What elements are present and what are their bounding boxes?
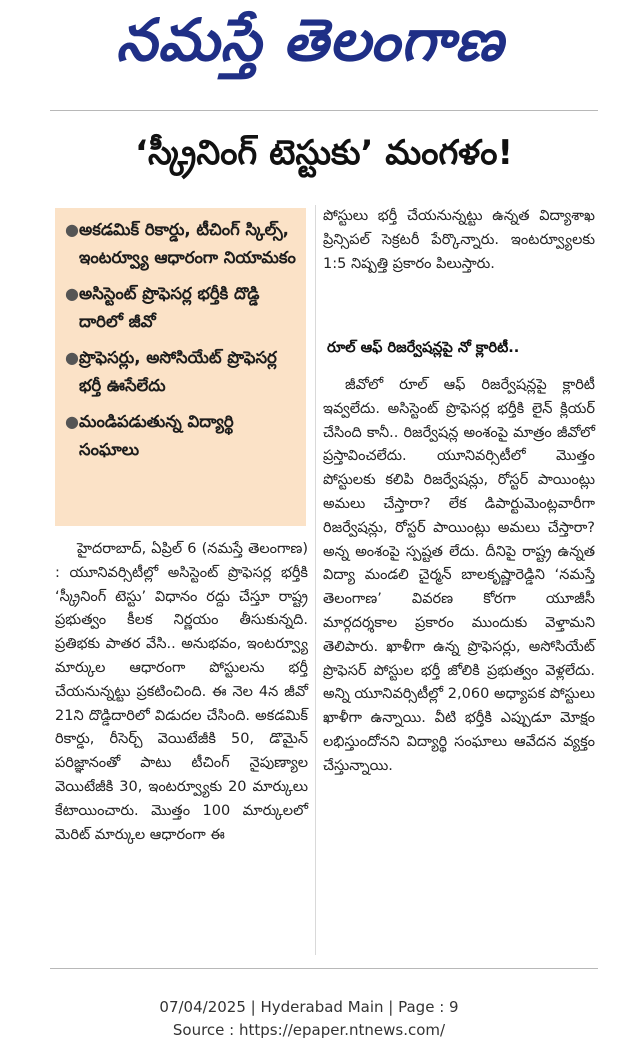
bullet-icon: ● bbox=[65, 348, 79, 367]
bullet-icon: ● bbox=[65, 220, 79, 239]
bullet-icon: ● bbox=[65, 412, 79, 431]
column-divider bbox=[315, 205, 316, 955]
footer-dateline: 07/04/2025 | Hyderabad Main | Page : 9 bbox=[159, 998, 459, 1016]
footer-divider bbox=[50, 968, 598, 969]
highlight-item bbox=[65, 344, 298, 400]
article-subheading: రూల్ ఆఫ్ రిజర్వేషన్లపై నో క్లారిటీ.. bbox=[327, 340, 520, 356]
highlight-item bbox=[65, 408, 298, 464]
bullet-icon: ● bbox=[65, 284, 79, 303]
highlight-text: ప్రొఫెసర్లు, అసోసియేట్ ప్రొఫెసర్ల భర్తీ ఊసేలేదు bbox=[79, 348, 277, 395]
body-paragraph: పోస్టులు భర్తీ చేయనున్నట్టు ఉన్నత విద్యాశాఖ ప్రిన్సిపల్ సెక్రటరీ పేర్కొన్నారు. ఇంటర్వ్యూలకు 1:5 నిష్పత్తి ప్రకారం పిలుస్తారు. bbox=[323, 208, 595, 272]
highlight-text: మండిపడుతున్న విద్యార్థి సంఘాలు bbox=[79, 412, 234, 459]
article-body-right-top bbox=[323, 205, 595, 276]
body-paragraph: హైదరాబాద్, ఏప్రిల్ 6 (నమస్తే తెలంగాణ) : యూనివర్సిటీల్లో అసిస్టెంట్ ప్రొఫెసర్ల భర్తీకి ‘స్క్రీనింగ్ టెస్టు’ విధానం రద్దు చేస్తూ రాష్ట్ర ప్రభుత్వం కీలక నిర్ణయం తీసుకున్నది. ప్రతిభకు పాతర వేసి.. అనుభవం, ఇంటర్వ్యూ మార్కుల ఆధారంగా పోస్టులను భర్తీ చేయనున్నట్టు ప్రకటించింది. ఈ నెల 4న జీవో 21ని దొడ్డిదారిలో విడుదల చేసింది. అకడమిక్ రికార్డు, రీసెర్చ్ వెయిటేజీకి 50, డొమైన్ పరిజ్ఞానంతో పాటు టీచింగ్ నైపుణ్యాల వెయిటేజీకి 30, ఇంటర్వ్యూకు 20 మార్కులు కేటాయించారు. మొత్తం 100 మార్కులలో మెరిట్ మార్కుల ఆధారంగా ఈ bbox=[55, 541, 308, 843]
footer-source: Source : https://epaper.ntnews.com/ bbox=[172, 1021, 446, 1039]
highlight-item bbox=[65, 280, 298, 336]
article-body-right-bottom bbox=[323, 374, 595, 779]
highlight-text: అసిస్టెంట్ ప్రొఫెసర్ల భర్తీకి దొడ్డి దారిలో జీవో bbox=[79, 284, 260, 331]
masthead-divider bbox=[50, 110, 598, 111]
highlight-text: అకడమిక్ రికార్డు, టీచింగ్ స్కిల్స్, ఇంటర్వ్యూ ఆధారంగా నియామకం bbox=[79, 220, 296, 267]
highlights-box bbox=[55, 208, 306, 526]
article-body-left bbox=[55, 538, 308, 847]
article-headline: ‘స్క్రీనింగ్ టెస్టుకు’ మంగళం! bbox=[135, 133, 513, 173]
body-paragraph: జీవోలో రూల్ ఆఫ్ రిజర్వేషన్లపై క్లారిటీ ఇవ్వలేదు. అసిస్టెంట్ ప్రొఫెసర్ల భర్తీకి లైన్ క్లియర్ చేసింది కానీ.. రిజర్వేషన్ల అంశంపై మాత్రం జీవోలో ప్రస్తావించలేదు. యూనివర్సిటీలో మొత్తం పోస్టులకు కలిపి రిజర్వేషన్లు, రోస్టర్ పాయింట్లు అమలు చేస్తారా? లేక డిపార్టుమెంట్లవారీగా రిజర్వేషన్లు, రోస్టర్ పాయింట్లు అమలు చేస్తారా? అన్న అంశంపై స్పష్టత లేదు. దీనిపై రాష్ట్ర ఉన్నత విద్యా మండలి చైర్మన్ బాలకృష్ణారెడ్డిని ‘నమస్తే తెలంగాణ’ వివరణ కోరగా యూజీసీ మార్గదర్శకాల ప్రకారం ముందుకు వెళ్తామని తెలిపారు. ఖాళీగా ఉన్న ప్రొఫెసర్లు, అసోసియేట్ ప్రొఫెసర్ పోస్టుల భర్తీ జోలికి ప్రభుత్వం వెళ్లలేదు. అన్ని యూనివర్సిటీల్లో 2,060 అధ్యాపక పోస్టులు ఖాళీగా ఉన్నాయి. వీటి భర్తీకి ఎప్పుడూ మోక్షం లభిస్తుందోనని విద్యార్థి సంఘాలు ఆవేదన వ్యక్తం చేస్తున్నాయి. bbox=[323, 377, 595, 774]
masthead-logo: నమస్తే తెలంగాణ bbox=[116, 5, 504, 74]
highlight-item bbox=[65, 216, 298, 272]
